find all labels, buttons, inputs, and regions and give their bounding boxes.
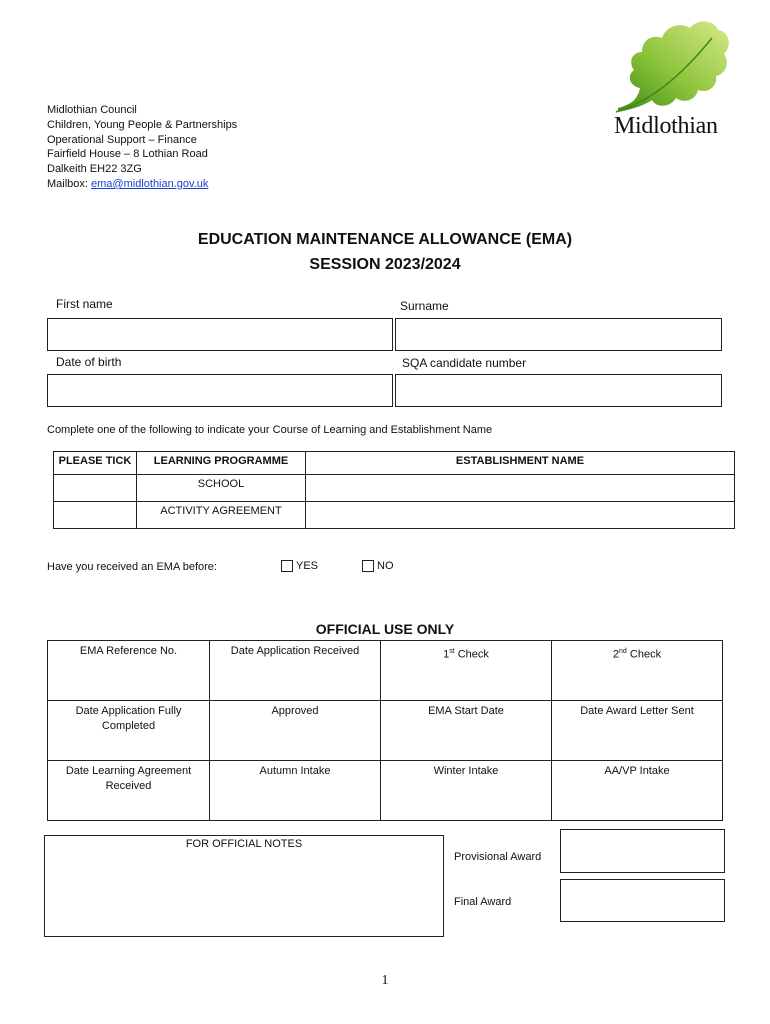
establishment-cell-activity[interactable] [306,502,735,529]
yes-option[interactable] [281,560,318,572]
official-notes-box[interactable] [44,835,444,937]
page-number: 1 [381,973,389,988]
address-line: Fairfield House – 8 Lothian Road [47,148,208,161]
logo-wordmark: Midlothian [614,113,718,139]
winter-intake-cell[interactable]: Winter Intake [381,761,552,821]
provisional-award-field[interactable] [560,829,725,873]
tick-cell-school[interactable] [54,475,137,502]
table-row [48,641,723,701]
ema-start-date-cell[interactable]: EMA Start Date [381,701,552,761]
second-check-cell[interactable] [552,641,723,701]
establishment-cell-school[interactable] [306,475,735,502]
yes-checkbox[interactable] [281,560,293,572]
dob-label: Date of birth [56,355,122,369]
no-checkbox[interactable] [362,560,374,572]
award-letter-sent-cell[interactable]: Date Award Letter Sent [552,701,723,761]
yes-label: YES [296,560,319,572]
address-line: Children, Young People & Partnerships [47,118,238,131]
surname-field[interactable] [395,318,722,351]
programme-cell: SCHOOL [137,475,306,502]
table-row [48,761,723,821]
no-label: NO [377,560,394,572]
table-row [54,475,735,502]
table-header-row [54,452,735,475]
table-row [54,502,735,529]
first-name-label: First name [56,297,113,311]
learning-programme-table [53,451,735,529]
column-header: PLEASE TICK [54,452,137,475]
column-header: ESTABLISHMENT NAME [306,452,735,475]
dob-field[interactable] [47,374,393,407]
sqa-field[interactable] [395,374,722,407]
official-notes-label: FOR OFFICIAL NOTES [185,838,303,850]
address-line: Midlothian Council [47,104,137,116]
aa-vp-intake-cell[interactable]: AA/VP Intake [552,761,723,821]
form-title: EDUCATION MAINTENANCE ALLOWANCE (EMA) [197,231,573,248]
mailbox-email-link[interactable]: ema@midlothian.gov.uk [91,177,209,190]
first-check-sup: st [449,648,455,655]
surname-label: Surname [400,299,449,313]
final-award-label: Final Award [454,896,512,908]
first-check-num: 1 [443,648,450,661]
ema-reference-cell[interactable]: EMA Reference No. [48,641,210,701]
approved-cell[interactable]: Approved [210,701,381,761]
final-award-field[interactable] [560,879,725,922]
date-fully-completed-cell[interactable]: Date Application Fully Completed [48,701,210,761]
first-check-text: Check [454,648,489,661]
table-row [48,701,723,761]
programme-cell: ACTIVITY AGREEMENT [137,502,306,529]
learning-agreement-received-cell[interactable]: Date Learning Agreement Received [48,761,210,821]
provisional-award-label: Provisional Award [454,851,542,863]
tick-cell-activity[interactable] [54,502,137,529]
address-line: Operational Support – Finance [47,133,197,146]
council-address [47,103,237,192]
column-header: LEARNING PROGRAMME [137,452,306,475]
official-use-table [47,640,723,821]
mailbox-label: Mailbox: [47,177,92,190]
first-check-cell[interactable] [381,641,552,701]
official-use-heading: OFFICIAL USE ONLY [315,621,455,637]
second-check-sup: nd [619,648,627,655]
no-option[interactable] [362,560,394,572]
session-title: SESSION 2023/2024 [309,256,461,273]
ema-before-question: Have you received an EMA before: [47,561,217,573]
sqa-label: SQA candidate number [402,356,527,370]
second-check-num: 2 [612,648,620,661]
autumn-intake-cell[interactable]: Autumn Intake [210,761,381,821]
first-name-field[interactable] [47,318,393,351]
date-received-cell[interactable]: Date Application Received [210,641,381,701]
second-check-text: Check [626,648,662,661]
address-line: Dalkeith EH22 3ZG [47,163,142,176]
course-instruction: Complete one of the following to indicate your Course of Learning and Establishment Name [47,424,493,436]
mailbox-line [47,177,237,192]
